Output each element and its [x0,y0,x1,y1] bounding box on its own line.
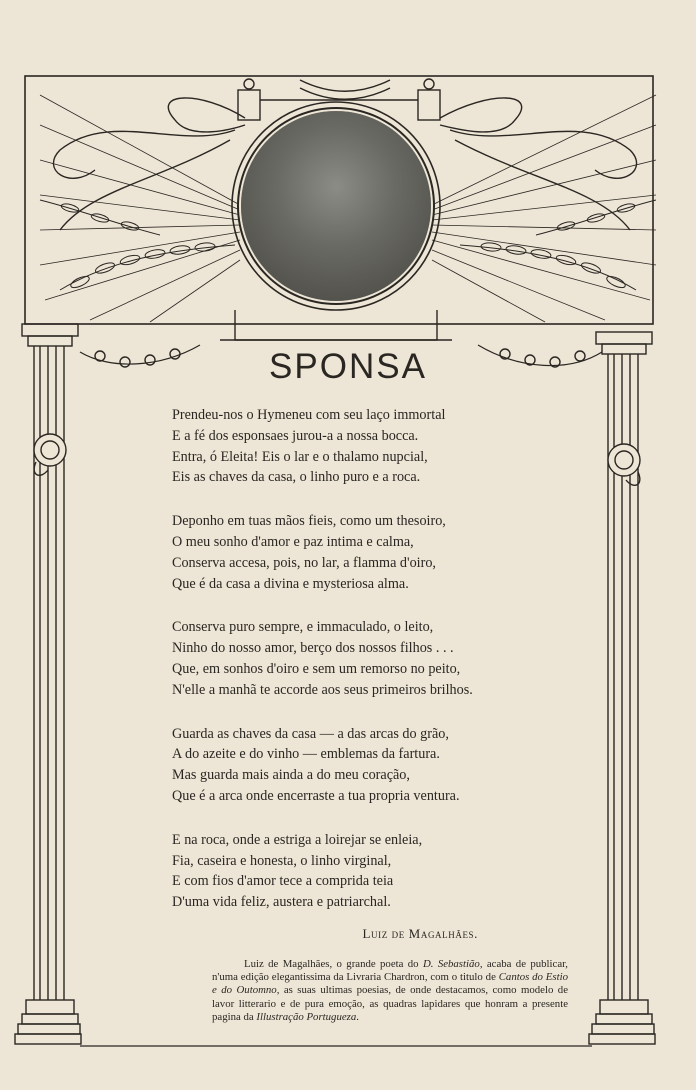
editorial-note [212,958,568,1024]
stanza [172,405,532,488]
poem-line: Deponho em tuas mãos fieis, como um thesoiro, [172,513,446,530]
poem-line: N'elle a manhã te accorde aos seus primeiros brilhos. [172,681,473,698]
poem-line: Entra, ó Eleita! Eis o lar e o thalamo nupcial, [172,448,428,465]
note-text: . [356,1010,359,1023]
poem-line: E na roca, onde a estriga a loirejar se enleia, [172,831,423,848]
poem-line: E com fios d'amor tece a comprida teia [172,873,394,890]
poem-line: Prendeu-nos o Hymeneu com seu laço immortal [172,407,446,423]
note-text: , acaba de publicar, n'uma edição elegantissima da Livraria Chardron, com o titulo de [212,958,569,984]
portrait-photo [241,111,431,301]
note-text: , as suas ultimas poesias, de onde destacamos, como modelo de lavor litterario e de pura emoção, as quadras lapidares que honram a presente pagina da [212,984,568,1023]
author-signature: Luiz de Magalhães. [362,926,478,941]
poem-line: O meu sonho d'amor e paz intima e calma, [172,533,414,550]
poem-line: Eis as chaves da casa, o linho puro e a roca. [172,469,421,486]
note-italic: Illustração Portugueza [256,1010,357,1023]
note-italic: Cantos do Estio e do Outomno [212,971,568,997]
poem-line: A do azeite e do vinho — emblemas da fartura. [172,746,440,763]
note-italic: D. Sebastião [422,958,480,970]
poem-line: E a fé dos esponsaes jurou-a a nossa bocca. [172,427,419,444]
poem-line: D'uma vida feliz, austera e patriarchal. [172,894,391,911]
poem-line: Conserva puro sempre, e immaculado, o leito, [172,619,434,636]
poem-line: Fia, caseira e honesta, o linho virginal, [172,852,392,869]
page-title: SPONSA [269,347,427,386]
poem-line: Que é a arca onde encerraste a tua propria ventura. [172,787,460,804]
stanza [172,724,532,807]
poem-line: Mas guarda mais ainda a do meu coração, [172,767,410,784]
note-text: Luiz de Magalhães, o grande poeta do [244,958,423,970]
poem-line: Conserva accesa, pois, no lar, a flamma d'oiro, [172,554,436,571]
poem-line: Guarda as chaves da casa — a das arcas do grão, [172,725,449,742]
stanza [172,830,532,913]
stanza [172,617,532,700]
poem-line: Ninho do nosso amor, berço dos nossos filhos . . . [172,640,454,657]
poem [172,405,532,936]
stanza [172,511,532,594]
poem-line: Que é da casa a divina e mysteriosa alma. [172,575,409,592]
poem-line: Que, em sonhos d'oiro e sem um remorso no peito, [172,660,461,677]
